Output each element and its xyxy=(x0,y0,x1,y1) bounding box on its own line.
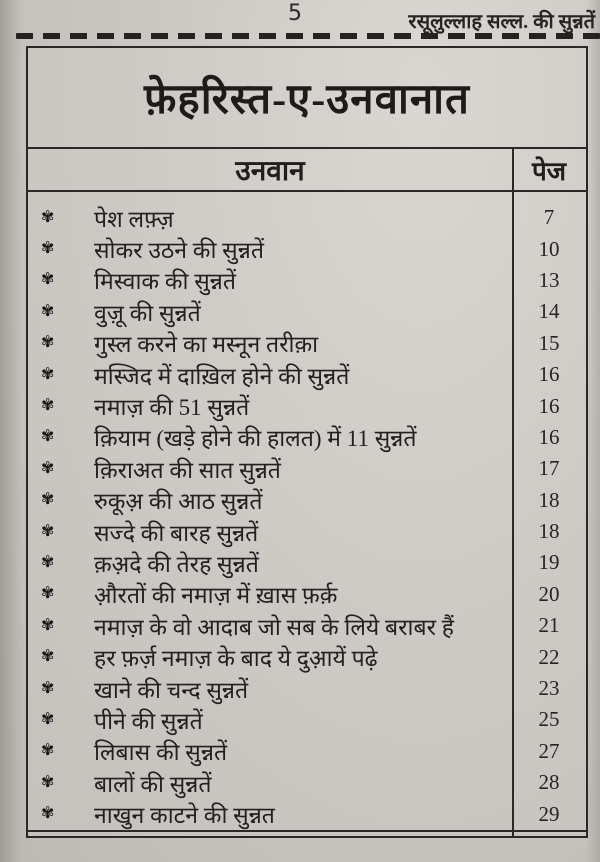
toc-entry-page: 16 xyxy=(538,362,560,387)
toc-entry-title: लिबास की सुन्नतें xyxy=(94,740,228,766)
flower-bullet-icon: ✾ xyxy=(41,428,55,446)
toc-entry-page: 29 xyxy=(538,801,560,826)
toc-entry-title: नमाज़ की 51 सुन्नतें xyxy=(94,395,250,421)
toc-row xyxy=(28,202,586,233)
toc-row xyxy=(28,673,586,704)
toc-topic-cell xyxy=(28,327,512,359)
flower-bullet-icon: ✾ xyxy=(41,616,55,634)
flower-bullet-icon: ✾ xyxy=(41,522,55,540)
toc-row xyxy=(28,516,586,547)
toc-topic-cell xyxy=(28,578,512,610)
toc-entry-title: क़िराअत की सात सुन्नतें xyxy=(94,457,281,483)
flower-bullet-icon: ✾ xyxy=(41,773,55,791)
toc-body xyxy=(28,192,586,830)
toc-entry-title: हर फ़र्ज़ नमाज़ के बाद ये दुआ़यें पढ़े xyxy=(94,646,378,672)
toc-topic-cell xyxy=(28,767,512,799)
toc-row xyxy=(28,485,586,516)
toc-entry-page: 25 xyxy=(538,707,560,732)
toc-entry-title: खाने की चन्द सुन्नतें xyxy=(94,677,249,703)
toc-entry-title: बालों की सुन्नतें xyxy=(94,771,212,797)
toc-row xyxy=(28,704,586,735)
column-divider xyxy=(512,147,514,836)
toc-topic-cell xyxy=(28,484,512,516)
toc-entry-title: मिस्वाक की सुन्नतें xyxy=(94,269,236,295)
toc-entry-page: 20 xyxy=(538,581,560,606)
flower-bullet-icon: ✾ xyxy=(41,805,55,823)
page-number: 5 xyxy=(288,1,302,26)
flower-bullet-icon: ✾ xyxy=(41,742,55,760)
toc-row xyxy=(28,547,586,578)
flower-bullet-icon: ✾ xyxy=(41,397,55,415)
toc-topic-cell xyxy=(28,547,512,579)
toc-row xyxy=(28,422,586,453)
toc-topic-cell xyxy=(28,264,512,296)
column-header-topic: उनवान xyxy=(235,155,305,187)
toc-entry-page: 13 xyxy=(538,267,560,292)
toc-box xyxy=(26,46,588,838)
toc-entry-title: नमाज़ के वो आदाब जो सब के लिये बराबर हैं xyxy=(94,614,455,640)
toc-entry-title: वुज़ू की सुन्नतें xyxy=(94,300,201,326)
toc-row xyxy=(28,641,586,672)
toc-topic-cell xyxy=(28,390,512,422)
toc-entry-title: क़ियाम (खड़े होने की हालत) में 11 सुन्नतें xyxy=(94,426,417,452)
dashed-rule xyxy=(16,33,600,39)
toc-row xyxy=(28,736,586,767)
toc-topic-cell xyxy=(28,202,512,234)
toc-row xyxy=(28,359,586,390)
flower-bullet-icon: ✾ xyxy=(41,240,55,258)
toc-entry-title: सोकर उठने की सुन्नतें xyxy=(94,238,264,264)
toc-entry-page: 22 xyxy=(538,644,560,669)
toc-entry-page: 27 xyxy=(538,738,560,763)
toc-row xyxy=(28,233,586,264)
toc-topic-cell xyxy=(28,673,512,705)
toc-row xyxy=(28,296,586,327)
toc-header-row xyxy=(28,147,586,192)
toc-entry-page: 18 xyxy=(538,487,560,512)
toc-entry-page: 19 xyxy=(538,550,560,575)
toc-row xyxy=(28,390,586,421)
flower-bullet-icon: ✾ xyxy=(41,491,55,509)
toc-topic-cell xyxy=(28,641,512,673)
toc-entry-title: मस्जिद में दाख़िल होने की सुन्नतें xyxy=(94,363,350,389)
flower-bullet-icon: ✾ xyxy=(41,302,55,320)
toc-entry-title: रुकूअ़ की आठ सुन्नतें xyxy=(94,489,263,515)
toc-entry-page: 10 xyxy=(538,236,560,261)
running-header-title: रसूलुल्लाह सल्ल. की सुन्नतें xyxy=(408,11,595,33)
flower-bullet-icon: ✾ xyxy=(41,679,55,697)
toc-entry-title: नाखुन काटने की सुन्नत xyxy=(94,803,275,829)
toc-topic-cell xyxy=(28,421,512,453)
toc-entry-title: क़अ़दे की तेरह सुन्नतें xyxy=(94,552,259,577)
flower-bullet-icon: ✾ xyxy=(41,710,55,728)
flower-bullet-icon: ✾ xyxy=(41,271,55,289)
toc-topic-cell xyxy=(28,798,512,830)
toc-topic-cell xyxy=(28,516,512,548)
flower-bullet-icon: ✾ xyxy=(41,585,55,603)
flower-bullet-icon: ✾ xyxy=(41,334,55,352)
toc-entry-page: 18 xyxy=(538,519,560,544)
toc-row xyxy=(28,798,586,829)
toc-row xyxy=(28,579,586,610)
toc-topic-cell xyxy=(28,233,512,265)
toc-entry-title: औ़रतों की नमाज़ में ख़ास फ़र्क़ xyxy=(94,583,338,609)
toc-entry-page: 16 xyxy=(538,393,560,418)
toc-entry-page: 17 xyxy=(538,456,560,481)
toc-topic-cell xyxy=(28,453,512,485)
toc-entry-page: 14 xyxy=(538,299,560,324)
toc-entry-page: 7 xyxy=(543,205,555,230)
toc-topic-cell xyxy=(28,359,512,391)
toc-entry-title: गुस्ल करने का मस्नून तरीक़ा xyxy=(94,332,319,358)
toc-row xyxy=(28,328,586,359)
toc-row xyxy=(28,610,586,641)
toc-entry-page: 15 xyxy=(538,330,560,355)
flower-bullet-icon: ✾ xyxy=(41,459,55,477)
toc-topic-cell xyxy=(28,735,512,767)
toc-entry-title: सज्दे की बारह सुन्नतें xyxy=(94,520,259,546)
toc-entry-page: 16 xyxy=(538,424,560,449)
column-header-page: पेज xyxy=(531,156,567,186)
toc-row xyxy=(28,453,586,484)
flower-bullet-icon: ✾ xyxy=(41,208,55,226)
toc-topic-cell xyxy=(28,296,512,328)
toc-topic-cell xyxy=(28,704,512,736)
flower-bullet-icon: ✾ xyxy=(41,648,55,666)
flower-bullet-icon: ✾ xyxy=(41,365,55,383)
toc-entry-page: 21 xyxy=(538,613,560,638)
flower-bullet-icon: ✾ xyxy=(41,554,55,571)
toc-entry-page: 28 xyxy=(538,770,560,795)
toc-entry-title: पीने की सुन्नतें xyxy=(94,708,203,734)
toc-topic-cell xyxy=(28,610,512,642)
toc-row xyxy=(28,265,586,296)
toc-title: फ़ेहरिस्त-ए-उनवानात xyxy=(144,77,470,123)
toc-entry-title: पेश लफ़्ज़ xyxy=(94,206,174,232)
toc-row xyxy=(28,767,586,798)
toc-entry-page: 23 xyxy=(538,676,560,701)
